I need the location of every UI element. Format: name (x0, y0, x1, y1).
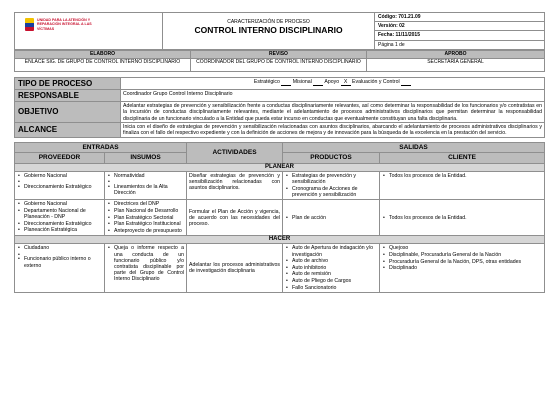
tipo-values (121, 78, 545, 90)
proveedor-cell (15, 171, 105, 200)
list-item: • Ciudadano (17, 245, 102, 251)
productos-cell (283, 200, 380, 236)
document-page (14, 12, 544, 420)
actividad-cell: Formular el Plan de Acción y vigencia, de acuerdo con las necesidades del proceso. (187, 200, 283, 236)
list-item: • Auto de Apertura de indagación y/o investigación (285, 245, 377, 257)
document-code: Código: 701.21.09 (378, 14, 421, 20)
proveedor-cell (15, 200, 105, 236)
tipo-misional: Misional (292, 78, 312, 85)
logo-cell (15, 13, 163, 50)
list-item: • Gobierno Nacional (17, 201, 102, 207)
table-row (15, 200, 545, 236)
list-item: • Auto de archivo (285, 258, 377, 264)
insumos-cell (105, 244, 187, 293)
alcance-label: ALCANCE (15, 123, 121, 138)
actividades-header: ACTIVIDADES (187, 142, 283, 163)
coat-of-arms-icon (25, 18, 34, 31)
list-item: • Auto de Pliego de Cargos (285, 278, 377, 284)
list-item: • Anteproyecto de presupuesto (107, 228, 184, 234)
list-item: • Normatividad (107, 173, 184, 179)
document-version: Versión: 02 (378, 23, 405, 30)
insumos-cell (105, 200, 187, 236)
proveedor-header: PROVEEDOR (15, 153, 105, 164)
list-item: • Estrategias de prevención y sensibilización (285, 173, 377, 185)
responsable-value: Coordinador Grupo Control Interno Disciplinario (121, 90, 545, 102)
list-item: • Plan Nacional de Desarrollo (107, 208, 184, 214)
tipo-apoyo-mark: X (341, 79, 351, 86)
document-title (163, 13, 375, 50)
tipo-label: TIPO DE PROCESO (15, 78, 121, 90)
list-item: • Departamento Nacional de Planeación - DNP (17, 208, 102, 220)
aprobo-header: APROBO (367, 50, 545, 59)
entradas-header: ENTRADAS (15, 142, 187, 153)
title-line-1: CARACTERIZACIÓN DE PROCESO (227, 19, 310, 25)
list-item: • Disciplinable, Procuraduría General de la Nación (382, 252, 542, 258)
list-item: • Todos los procesos de la Entidad. (382, 173, 542, 179)
insumos-cell (105, 171, 187, 200)
tipo-apoyo: Apoyo (324, 78, 340, 85)
objetivo-value: Adelantar estrategias de prevención y sensibilización frente a conductas disciplinariamente relevantes, así como determinar la responsabilidad de los funcionarios y/o contratistas en la incursión de conductas disciplinariamente relevantes, mediante el adelantamiento de procesos administrativos disciplinarios que permitan determinar la responsabilidad disciplinaria de un funcionario vinculado a la Entidad que pueda estar incurso en conductas que eventualmente constituyan una falta disciplinaria. (121, 102, 545, 123)
date-cell (375, 31, 545, 40)
logo-text: UNIDAD PARA LA ATENCIÓN Y REPARACIÓN INTEGRAL A LAS VÍCTIMAS (37, 18, 92, 31)
reviso-header: REVISO (191, 50, 367, 59)
list-item: • Quejoso (382, 245, 542, 251)
list-item: • Funcionario público interno o externo (17, 256, 102, 268)
title-line-2: CONTROL INTERNO DISCIPLINARIO (194, 25, 343, 36)
list-item: • Gobierno Nacional (17, 173, 102, 179)
responsable-label: RESPONSABLE (15, 90, 121, 102)
cliente-header: CLIENTE (380, 153, 545, 164)
list-item: • Direccionamiento Estratégico (17, 221, 102, 227)
reviso-value: COORDINADOR DEL GRUPO DE CONTROL INTERNO DISCIPLINARIO (191, 59, 367, 72)
list-item: • Planeación Estratégica (17, 227, 102, 233)
list-item: • Disciplinado (382, 265, 542, 271)
list-item: • Auto inhibitorio (285, 265, 377, 271)
tipo-evaluacion: Evaluación y Control (352, 78, 400, 85)
document-date: Fecha: 11/11/2015 (378, 32, 420, 39)
list-item: • Fallo Sancionatorio (285, 285, 377, 291)
aprobo-value: SECRETARÍA GENERAL (367, 59, 545, 72)
list-item: • Directrices del DNP (107, 201, 184, 207)
actividad-cell: Diseñar estrategias de prevención y sensibilización relacionadas con asuntos disciplinarios. (187, 171, 283, 200)
tipo-estrategico: Estratégico (253, 78, 280, 85)
productos-cell (283, 244, 380, 293)
list-item: • Plan de acción (285, 215, 377, 221)
list-item: • Auto de remisión (285, 271, 377, 277)
version-cell (375, 22, 545, 31)
planear-section: PLANEAR (15, 163, 545, 171)
list-item: • Todos los procesos de la Entidad. (382, 215, 542, 221)
elaboro-header: ELABORO (15, 50, 191, 59)
productos-header: PRODUCTOS (283, 153, 380, 164)
list-item: • Direccionamiento Estratégico (17, 184, 102, 190)
cliente-cell (380, 200, 545, 236)
elaboro-value: ENLACE SIG. DE GRUPO DE CONTROL INTERNO DISCIPLINARIO (15, 59, 191, 72)
alcance-value: Inicia con el diseño de estrategias de prevención y sensibilización relacionadas con asuntos disciplinarios, abarcando el adelantamiento de procesos administrativos disciplinarios y finaliza con el fallo del respectivo expediente y con la definición de acciones de mejora y de innovación para la búsqueda de la excelencia en la prestación del servicio. (121, 123, 545, 138)
cliente-cell (380, 171, 545, 200)
page-number: Página 1 de (378, 41, 405, 48)
table-row (15, 171, 545, 200)
list-item: • Procuraduría General de la Nación, DPS, otras entidades (382, 259, 542, 265)
signature-table (14, 50, 545, 73)
list-item: • Queja o informe respecto a una conducta de un funcionario público y/o contratista disciplinable por parte del Grupo de Control Interno Disciplinario (107, 245, 184, 282)
objetivo-label: OBJETIVO (15, 102, 121, 123)
hacer-section: HACER (15, 236, 545, 244)
productos-cell (283, 171, 380, 200)
table-row (15, 244, 545, 293)
insumos-header: INSUMOS (105, 153, 187, 164)
entity-logo (25, 18, 107, 31)
proveedor-cell (15, 244, 105, 293)
list-item: • Plan Estratégico Sectorial (107, 215, 184, 221)
process-info-table (14, 77, 545, 137)
page-cell (375, 40, 545, 49)
process-flow-table (14, 142, 545, 293)
code-cell (375, 13, 545, 22)
actividad-cell: Adelantar los procesos administrativos de investigación disciplinaria (187, 244, 283, 293)
cliente-cell (380, 244, 545, 293)
list-item: • Lineamientos de la Alta Dirección (107, 184, 184, 196)
list-item: • Cronograma de Acciones de prevención y sensibilización (285, 186, 377, 198)
salidas-header: SALIDAS (283, 142, 545, 153)
list-item: • Plan Estratégico Institucional (107, 221, 184, 227)
document-header (14, 12, 545, 50)
